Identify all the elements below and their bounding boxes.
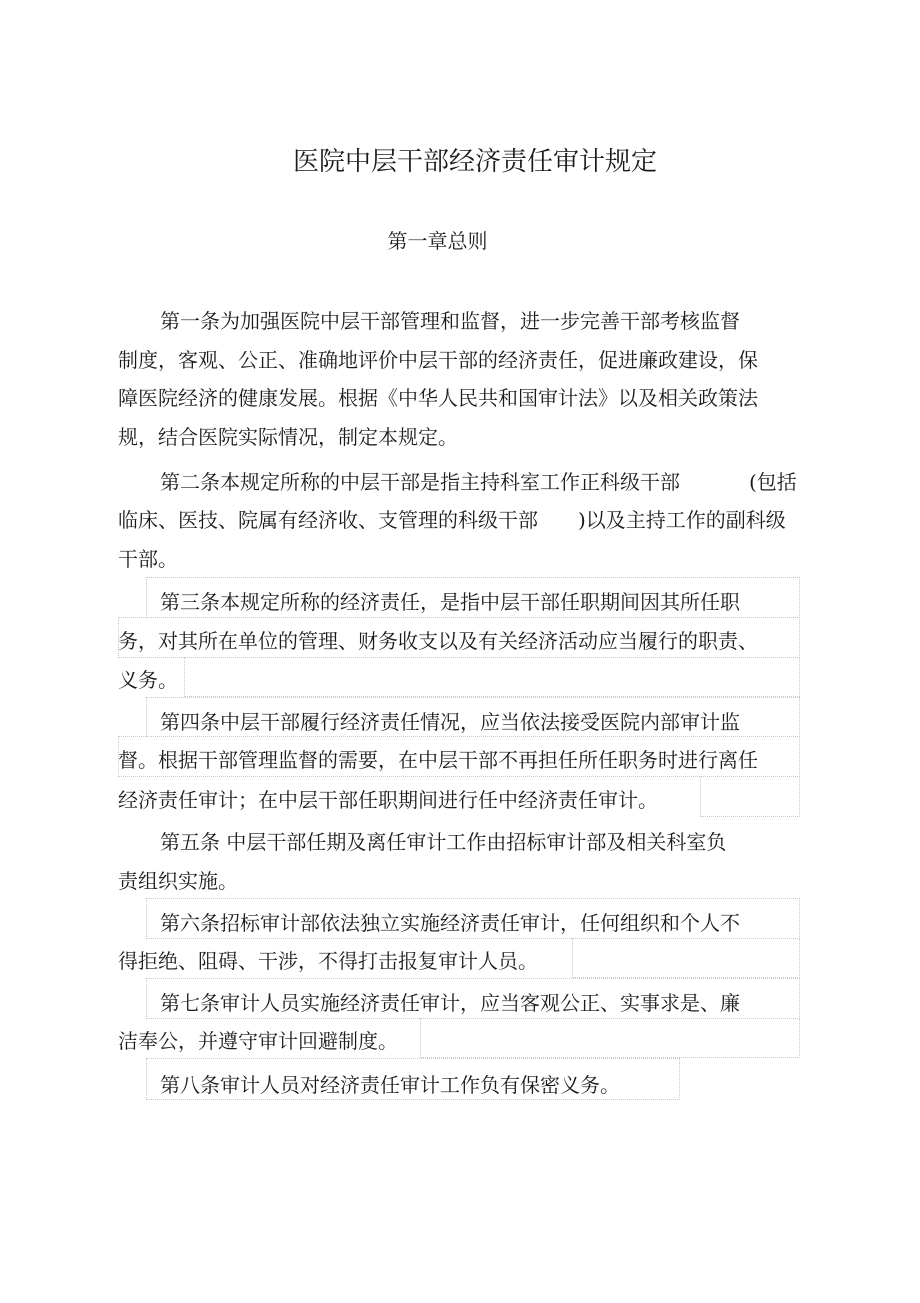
paragraph-line: 临床、医技、院属有经济收、支管理的科级干部 [118,508,538,532]
paragraph-line: 第一条为加强医院中层干部管理和监督，进一步完善干部考核监督 [160,309,740,333]
document-title: 医院中层干部经济责任审计规定 [292,147,657,177]
paragraph-line-fragment: )以及主持工作的副科级 [578,508,786,532]
paragraph-line: 干部。 [118,547,178,571]
paragraph-line: 得拒绝、阻碍、干涉，不得打击报复审计人员。 [118,949,538,973]
paragraph-line: 第五条 中层干部任期及离任审计工作由招标审计部及相关科室负 [160,830,727,854]
paragraph-line: 经济责任审计；在中层干部任职期间进行任中经济责任审计。 [118,788,658,812]
text-region-box [572,938,800,978]
paragraph-line: 第二条本规定所称的中层干部是指主持科室工作正科级干部 [160,470,680,494]
paragraph-line: 洁奉公，并遵守审计回避制度。 [118,1029,398,1053]
paragraph-line: 第三条本规定所称的经济责任，是指中层干部任职期间因其所任职 [160,590,740,614]
paragraph-line: 督。根据干部管理监督的需要，在中层干部不再担任所任职务时进行离任 [118,748,758,772]
paragraph-line: 务，对其所在单位的管理、财务收支以及有关经济活动应当履行的职责、 [118,629,758,653]
paragraph-line: 第六条招标审计部依法独立实施经济责任审计，任何组织和个人不 [160,911,740,935]
text-region-box [420,1018,800,1058]
text-region-box [700,776,800,817]
paragraph-line: 责组织实施。 [118,869,238,893]
paragraph-line: 义务。 [118,668,178,692]
paragraph-line-fragment: (包括 [749,470,797,494]
paragraph-line: 障医院经济的健康发展。根据《中华人民共和国审计法》以及相关政策法 [118,386,758,410]
paragraph-line: 第四条中层干部履行经济责任情况，应当依法接受医院内部审计监 [160,710,740,734]
paragraph-line: 第八条审计人员对经济责任审计工作负有保密义务。 [160,1073,620,1097]
paragraph-line: 制度，客观、公正、准确地评价中层干部的经济责任，促进廉政建设，保 [118,348,758,372]
paragraph-line: 第七条审计人员实施经济责任审计，应当客观公正、实事求是、廉 [160,991,740,1015]
chapter-heading: 第一章总则 [387,229,488,253]
paragraph-line: 规，结合医院实际情况，制定本规定。 [118,425,458,449]
text-region-box [184,657,800,697]
